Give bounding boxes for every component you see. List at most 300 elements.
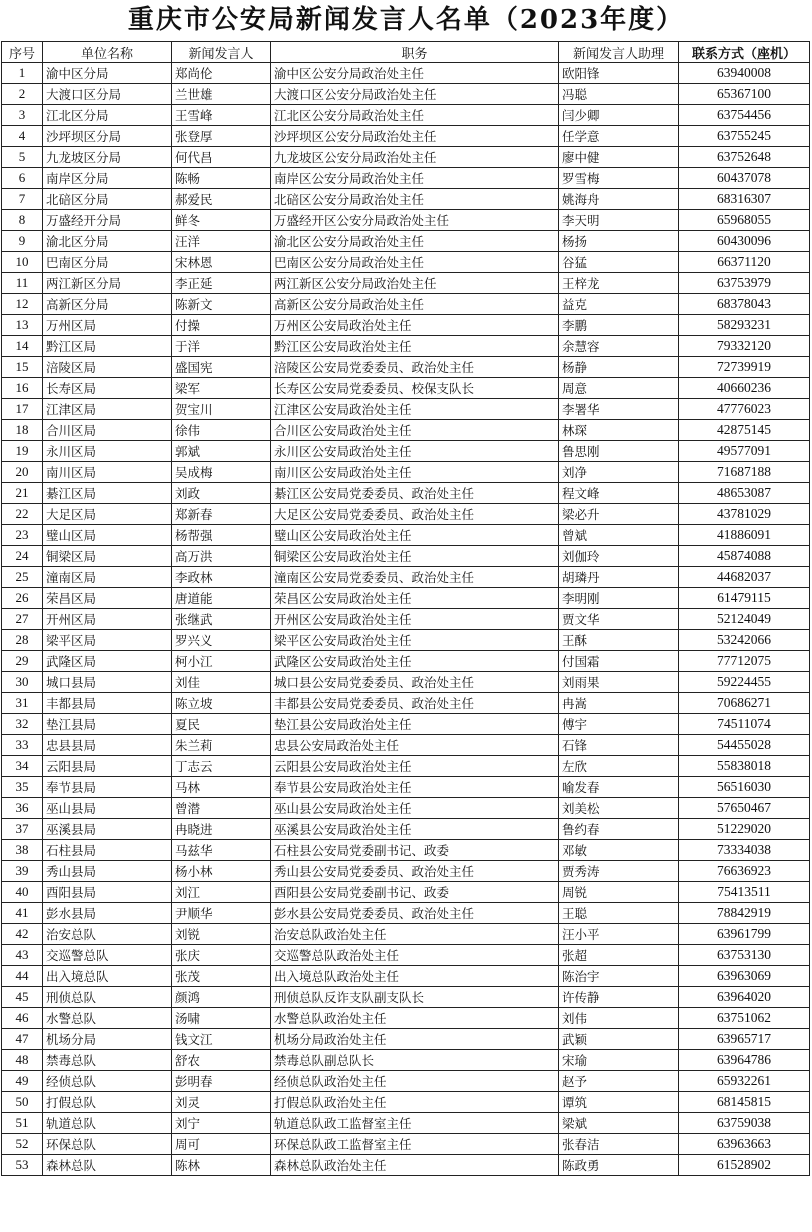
cell-spokesperson: 何代昌 bbox=[172, 147, 271, 168]
cell-unit: 南岸区分局 bbox=[43, 168, 172, 189]
cell-assistant: 梁斌 bbox=[559, 1113, 679, 1134]
cell-assistant: 李天明 bbox=[559, 210, 679, 231]
cell-assistant: 欧阳锋 bbox=[559, 63, 679, 84]
cell-spokesperson: 马林 bbox=[172, 777, 271, 798]
cell-phone: 63940008 bbox=[679, 63, 810, 84]
cell-phone: 63759038 bbox=[679, 1113, 810, 1134]
cell-unit: 大渡口区分局 bbox=[43, 84, 172, 105]
cell-assistant: 陈政勇 bbox=[559, 1155, 679, 1176]
cell-spokesperson: 刘政 bbox=[172, 483, 271, 504]
cell-assistant: 左欣 bbox=[559, 756, 679, 777]
cell-unit: 高新区分局 bbox=[43, 294, 172, 315]
table-row bbox=[2, 294, 810, 315]
cell-position: 交巡警总队政治处主任 bbox=[271, 945, 559, 966]
cell-phone: 60430096 bbox=[679, 231, 810, 252]
cell-unit: 万州区局 bbox=[43, 315, 172, 336]
cell-position: 丰都县公安局党委委员、政治处主任 bbox=[271, 693, 559, 714]
cell-unit: 璧山区局 bbox=[43, 525, 172, 546]
cell-index: 34 bbox=[2, 756, 43, 777]
cell-spokesperson: 尹顺华 bbox=[172, 903, 271, 924]
cell-assistant: 曾斌 bbox=[559, 525, 679, 546]
table-row bbox=[2, 1050, 810, 1071]
cell-assistant: 鲁思刚 bbox=[559, 441, 679, 462]
cell-position: 黔江区公安局政治处主任 bbox=[271, 336, 559, 357]
cell-position: 渝中区公安分局政治处主任 bbox=[271, 63, 559, 84]
cell-unit: 渝中区分局 bbox=[43, 63, 172, 84]
cell-position: 机场分局政治处主任 bbox=[271, 1029, 559, 1050]
table-row bbox=[2, 483, 810, 504]
cell-index: 35 bbox=[2, 777, 43, 798]
cell-assistant: 杨静 bbox=[559, 357, 679, 378]
cell-spokesperson: 陈林 bbox=[172, 1155, 271, 1176]
table-row bbox=[2, 84, 810, 105]
cell-phone: 48653087 bbox=[679, 483, 810, 504]
table-row bbox=[2, 525, 810, 546]
cell-phone: 57650467 bbox=[679, 798, 810, 819]
cell-assistant: 喻发春 bbox=[559, 777, 679, 798]
cell-phone: 78842919 bbox=[679, 903, 810, 924]
cell-spokesperson: 彭明春 bbox=[172, 1071, 271, 1092]
header-unit: 单位名称 bbox=[43, 42, 172, 63]
table-row bbox=[2, 588, 810, 609]
table-row bbox=[2, 336, 810, 357]
header-position: 职务 bbox=[271, 42, 559, 63]
cell-assistant: 姚海舟 bbox=[559, 189, 679, 210]
cell-position: 两江新区公安分局政治处主任 bbox=[271, 273, 559, 294]
cell-position: 垫江县公安局政治处主任 bbox=[271, 714, 559, 735]
cell-phone: 53242066 bbox=[679, 630, 810, 651]
cell-index: 49 bbox=[2, 1071, 43, 1092]
table-row bbox=[2, 966, 810, 987]
cell-position: 渝北区公安分局政治处主任 bbox=[271, 231, 559, 252]
cell-position: 云阳县公安局政治处主任 bbox=[271, 756, 559, 777]
cell-index: 4 bbox=[2, 126, 43, 147]
cell-spokesperson: 张继武 bbox=[172, 609, 271, 630]
cell-unit: 云阳县局 bbox=[43, 756, 172, 777]
cell-phone: 55838018 bbox=[679, 756, 810, 777]
cell-assistant: 李明刚 bbox=[559, 588, 679, 609]
cell-index: 26 bbox=[2, 588, 43, 609]
cell-position: 江津区公安局政治处主任 bbox=[271, 399, 559, 420]
cell-phone: 63963069 bbox=[679, 966, 810, 987]
table-row bbox=[2, 651, 810, 672]
table-row bbox=[2, 567, 810, 588]
cell-spokesperson: 兰世雄 bbox=[172, 84, 271, 105]
cell-index: 37 bbox=[2, 819, 43, 840]
cell-assistant: 许传静 bbox=[559, 987, 679, 1008]
cell-assistant: 冯聪 bbox=[559, 84, 679, 105]
table-body bbox=[2, 63, 810, 1176]
table-row bbox=[2, 378, 810, 399]
table-row bbox=[2, 1092, 810, 1113]
cell-unit: 经侦总队 bbox=[43, 1071, 172, 1092]
cell-position: 忠县公安局政治处主任 bbox=[271, 735, 559, 756]
cell-assistant: 任学意 bbox=[559, 126, 679, 147]
cell-assistant: 赵予 bbox=[559, 1071, 679, 1092]
cell-spokesperson: 陈畅 bbox=[172, 168, 271, 189]
table-row bbox=[2, 357, 810, 378]
cell-index: 25 bbox=[2, 567, 43, 588]
cell-phone: 63963663 bbox=[679, 1134, 810, 1155]
cell-phone: 68378043 bbox=[679, 294, 810, 315]
cell-spokesperson: 汪洋 bbox=[172, 231, 271, 252]
table-row bbox=[2, 126, 810, 147]
cell-assistant: 鲁约春 bbox=[559, 819, 679, 840]
table-row bbox=[2, 987, 810, 1008]
cell-assistant: 罗雪梅 bbox=[559, 168, 679, 189]
cell-phone: 49577091 bbox=[679, 441, 810, 462]
cell-unit: 大足区局 bbox=[43, 504, 172, 525]
header-phone: 联系方式（座机） bbox=[679, 42, 810, 63]
table-row bbox=[2, 1113, 810, 1134]
cell-index: 43 bbox=[2, 945, 43, 966]
cell-index: 29 bbox=[2, 651, 43, 672]
cell-assistant: 刘伟 bbox=[559, 1008, 679, 1029]
cell-phone: 63754456 bbox=[679, 105, 810, 126]
cell-index: 28 bbox=[2, 630, 43, 651]
cell-assistant: 刘雨果 bbox=[559, 672, 679, 693]
cell-position: 巫溪县公安局政治处主任 bbox=[271, 819, 559, 840]
cell-phone: 76636923 bbox=[679, 861, 810, 882]
cell-position: 酉阳县公安局党委副书记、政委 bbox=[271, 882, 559, 903]
table-row bbox=[2, 210, 810, 231]
cell-spokesperson: 刘江 bbox=[172, 882, 271, 903]
cell-spokesperson: 梁军 bbox=[172, 378, 271, 399]
cell-unit: 铜梁区局 bbox=[43, 546, 172, 567]
cell-phone: 61528902 bbox=[679, 1155, 810, 1176]
table-row bbox=[2, 231, 810, 252]
cell-spokesperson: 王雪峰 bbox=[172, 105, 271, 126]
cell-phone: 63964786 bbox=[679, 1050, 810, 1071]
cell-spokesperson: 郭斌 bbox=[172, 441, 271, 462]
cell-position: 彭水县公安局党委委员、政治处主任 bbox=[271, 903, 559, 924]
cell-phone: 68316307 bbox=[679, 189, 810, 210]
cell-index: 38 bbox=[2, 840, 43, 861]
cell-position: 打假总队政治处主任 bbox=[271, 1092, 559, 1113]
cell-assistant: 谷猛 bbox=[559, 252, 679, 273]
cell-phone: 52124049 bbox=[679, 609, 810, 630]
cell-unit: 永川区局 bbox=[43, 441, 172, 462]
cell-unit: 潼南区局 bbox=[43, 567, 172, 588]
cell-spokesperson: 宋林恩 bbox=[172, 252, 271, 273]
table-row bbox=[2, 168, 810, 189]
cell-spokesperson: 吴成梅 bbox=[172, 462, 271, 483]
table-row bbox=[2, 441, 810, 462]
cell-position: 轨道总队政工监督室主任 bbox=[271, 1113, 559, 1134]
cell-spokesperson: 马兹华 bbox=[172, 840, 271, 861]
cell-spokesperson: 郝爱民 bbox=[172, 189, 271, 210]
cell-position: 万州区公安局政治处主任 bbox=[271, 315, 559, 336]
cell-phone: 63965717 bbox=[679, 1029, 810, 1050]
cell-index: 31 bbox=[2, 693, 43, 714]
cell-unit: 丰都县局 bbox=[43, 693, 172, 714]
cell-unit: 江津区局 bbox=[43, 399, 172, 420]
cell-index: 7 bbox=[2, 189, 43, 210]
cell-spokesperson: 颜鸿 bbox=[172, 987, 271, 1008]
cell-spokesperson: 柯小江 bbox=[172, 651, 271, 672]
cell-position: 大渡口区公安分局政治处主任 bbox=[271, 84, 559, 105]
cell-index: 39 bbox=[2, 861, 43, 882]
cell-assistant: 王酥 bbox=[559, 630, 679, 651]
cell-assistant: 益克 bbox=[559, 294, 679, 315]
cell-position: 长寿区公安局党委委员、校保支队长 bbox=[271, 378, 559, 399]
cell-index: 11 bbox=[2, 273, 43, 294]
table-row bbox=[2, 315, 810, 336]
table-row bbox=[2, 1008, 810, 1029]
cell-index: 40 bbox=[2, 882, 43, 903]
cell-index: 5 bbox=[2, 147, 43, 168]
cell-assistant: 武颖 bbox=[559, 1029, 679, 1050]
cell-unit: 巫山县局 bbox=[43, 798, 172, 819]
cell-phone: 66371120 bbox=[679, 252, 810, 273]
table-row bbox=[2, 147, 810, 168]
cell-assistant: 石锋 bbox=[559, 735, 679, 756]
cell-assistant: 李鹏 bbox=[559, 315, 679, 336]
cell-index: 2 bbox=[2, 84, 43, 105]
header-index: 序号 bbox=[2, 42, 43, 63]
cell-assistant: 梁必升 bbox=[559, 504, 679, 525]
cell-position: 沙坪坝区公安分局政治处主任 bbox=[271, 126, 559, 147]
cell-phone: 79332120 bbox=[679, 336, 810, 357]
cell-assistant: 李署华 bbox=[559, 399, 679, 420]
table-row bbox=[2, 546, 810, 567]
table-row bbox=[2, 756, 810, 777]
cell-phone: 45874088 bbox=[679, 546, 810, 567]
cell-spokesperson: 高万洪 bbox=[172, 546, 271, 567]
cell-assistant: 张春洁 bbox=[559, 1134, 679, 1155]
cell-position: 南岸区公安分局政治处主任 bbox=[271, 168, 559, 189]
cell-phone: 41886091 bbox=[679, 525, 810, 546]
cell-assistant: 刘净 bbox=[559, 462, 679, 483]
cell-spokesperson: 钱文江 bbox=[172, 1029, 271, 1050]
cell-index: 3 bbox=[2, 105, 43, 126]
cell-assistant: 陈治宇 bbox=[559, 966, 679, 987]
cell-spokesperson: 刘佳 bbox=[172, 672, 271, 693]
cell-phone: 63751062 bbox=[679, 1008, 810, 1029]
cell-position: 城口县公安局党委委员、政治处主任 bbox=[271, 672, 559, 693]
cell-phone: 63752648 bbox=[679, 147, 810, 168]
cell-spokesperson: 徐伟 bbox=[172, 420, 271, 441]
cell-phone: 74511074 bbox=[679, 714, 810, 735]
cell-phone: 60437078 bbox=[679, 168, 810, 189]
header-assistant: 新闻发言人助理 bbox=[559, 42, 679, 63]
cell-assistant: 谭筑 bbox=[559, 1092, 679, 1113]
cell-phone: 51229020 bbox=[679, 819, 810, 840]
cell-unit: 涪陵区局 bbox=[43, 357, 172, 378]
cell-unit: 北碚区分局 bbox=[43, 189, 172, 210]
cell-unit: 长寿区局 bbox=[43, 378, 172, 399]
cell-assistant: 汪小平 bbox=[559, 924, 679, 945]
cell-index: 44 bbox=[2, 966, 43, 987]
cell-index: 45 bbox=[2, 987, 43, 1008]
cell-spokesperson: 夏民 bbox=[172, 714, 271, 735]
cell-spokesperson: 刘锐 bbox=[172, 924, 271, 945]
cell-assistant: 刘美松 bbox=[559, 798, 679, 819]
cell-phone: 75413511 bbox=[679, 882, 810, 903]
cell-phone: 72739919 bbox=[679, 357, 810, 378]
cell-index: 24 bbox=[2, 546, 43, 567]
cell-unit: 九龙坡区分局 bbox=[43, 147, 172, 168]
cell-spokesperson: 朱兰莉 bbox=[172, 735, 271, 756]
cell-position: 合川区公安局政治处主任 bbox=[271, 420, 559, 441]
cell-phone: 68145815 bbox=[679, 1092, 810, 1113]
cell-unit: 江北区分局 bbox=[43, 105, 172, 126]
cell-index: 10 bbox=[2, 252, 43, 273]
cell-unit: 綦江区局 bbox=[43, 483, 172, 504]
cell-unit: 巴南区分局 bbox=[43, 252, 172, 273]
cell-unit: 禁毒总队 bbox=[43, 1050, 172, 1071]
cell-spokesperson: 曾潜 bbox=[172, 798, 271, 819]
cell-assistant: 贾文华 bbox=[559, 609, 679, 630]
cell-spokesperson: 杨小林 bbox=[172, 861, 271, 882]
cell-index: 42 bbox=[2, 924, 43, 945]
cell-phone: 70686271 bbox=[679, 693, 810, 714]
cell-unit: 治安总队 bbox=[43, 924, 172, 945]
cell-index: 41 bbox=[2, 903, 43, 924]
cell-phone: 63961799 bbox=[679, 924, 810, 945]
cell-phone: 56516030 bbox=[679, 777, 810, 798]
table-row bbox=[2, 693, 810, 714]
cell-position: 禁毒总队副总队长 bbox=[271, 1050, 559, 1071]
cell-assistant: 刘伽玲 bbox=[559, 546, 679, 567]
cell-phone: 73334038 bbox=[679, 840, 810, 861]
cell-index: 36 bbox=[2, 798, 43, 819]
cell-unit: 城口县局 bbox=[43, 672, 172, 693]
cell-unit: 刑侦总队 bbox=[43, 987, 172, 1008]
cell-assistant: 宋瑜 bbox=[559, 1050, 679, 1071]
cell-index: 47 bbox=[2, 1029, 43, 1050]
cell-unit: 打假总队 bbox=[43, 1092, 172, 1113]
cell-assistant: 王梓龙 bbox=[559, 273, 679, 294]
cell-unit: 酉阳县局 bbox=[43, 882, 172, 903]
cell-unit: 森林总队 bbox=[43, 1155, 172, 1176]
cell-spokesperson: 唐道能 bbox=[172, 588, 271, 609]
cell-assistant: 王聪 bbox=[559, 903, 679, 924]
cell-spokesperson: 张庆 bbox=[172, 945, 271, 966]
cell-phone: 44682037 bbox=[679, 567, 810, 588]
table-header-row bbox=[2, 42, 810, 63]
cell-index: 52 bbox=[2, 1134, 43, 1155]
cell-phone: 54455028 bbox=[679, 735, 810, 756]
cell-assistant: 张超 bbox=[559, 945, 679, 966]
table-row bbox=[2, 1155, 810, 1176]
cell-spokesperson: 李正延 bbox=[172, 273, 271, 294]
cell-unit: 石柱县局 bbox=[43, 840, 172, 861]
cell-phone: 63753979 bbox=[679, 273, 810, 294]
page-title: 重庆市公安局新闻发言人名单（2023年度） bbox=[127, 5, 685, 35]
cell-index: 18 bbox=[2, 420, 43, 441]
cell-unit: 沙坪坝区分局 bbox=[43, 126, 172, 147]
cell-spokesperson: 陈立坡 bbox=[172, 693, 271, 714]
cell-index: 14 bbox=[2, 336, 43, 357]
cell-index: 48 bbox=[2, 1050, 43, 1071]
table-row bbox=[2, 840, 810, 861]
cell-position: 巫山县公安局政治处主任 bbox=[271, 798, 559, 819]
cell-unit: 奉节县局 bbox=[43, 777, 172, 798]
cell-index: 19 bbox=[2, 441, 43, 462]
table-row bbox=[2, 105, 810, 126]
cell-spokesperson: 郑尚伦 bbox=[172, 63, 271, 84]
cell-unit: 万盛经开分局 bbox=[43, 210, 172, 231]
cell-assistant: 胡璘丹 bbox=[559, 567, 679, 588]
cell-spokesperson: 杨帮强 bbox=[172, 525, 271, 546]
cell-unit: 黔江区局 bbox=[43, 336, 172, 357]
cell-index: 16 bbox=[2, 378, 43, 399]
cell-position: 刑侦总队反诈支队副支队长 bbox=[271, 987, 559, 1008]
cell-position: 永川区公安局政治处主任 bbox=[271, 441, 559, 462]
cell-index: 32 bbox=[2, 714, 43, 735]
cell-assistant: 林琛 bbox=[559, 420, 679, 441]
table-row bbox=[2, 1071, 810, 1092]
cell-position: 荣昌区公安局政治处主任 bbox=[271, 588, 559, 609]
cell-unit: 荣昌区局 bbox=[43, 588, 172, 609]
cell-position: 南川区公安局政治处主任 bbox=[271, 462, 559, 483]
cell-index: 8 bbox=[2, 210, 43, 231]
table-row bbox=[2, 798, 810, 819]
cell-phone: 61479115 bbox=[679, 588, 810, 609]
cell-position: 开州区公安局政治处主任 bbox=[271, 609, 559, 630]
cell-phone: 71687188 bbox=[679, 462, 810, 483]
cell-position: 潼南区公安局党委委员、政治处主任 bbox=[271, 567, 559, 588]
cell-spokesperson: 刘灵 bbox=[172, 1092, 271, 1113]
cell-position: 铜梁区公安局政治处主任 bbox=[271, 546, 559, 567]
cell-spokesperson: 丁志云 bbox=[172, 756, 271, 777]
cell-spokesperson: 张茂 bbox=[172, 966, 271, 987]
cell-assistant: 余慧容 bbox=[559, 336, 679, 357]
cell-position: 环保总队政工监督室主任 bbox=[271, 1134, 559, 1155]
cell-position: 九龙坡区公安分局政治处主任 bbox=[271, 147, 559, 168]
cell-position: 治安总队政治处主任 bbox=[271, 924, 559, 945]
cell-position: 武隆区公安局政治处主任 bbox=[271, 651, 559, 672]
cell-spokesperson: 罗兴义 bbox=[172, 630, 271, 651]
cell-phone: 42875145 bbox=[679, 420, 810, 441]
cell-phone: 77712075 bbox=[679, 651, 810, 672]
spokesperson-table bbox=[1, 41, 810, 1176]
table-row bbox=[2, 714, 810, 735]
cell-assistant: 廖中健 bbox=[559, 147, 679, 168]
cell-index: 12 bbox=[2, 294, 43, 315]
cell-unit: 梁平区局 bbox=[43, 630, 172, 651]
cell-index: 27 bbox=[2, 609, 43, 630]
cell-assistant: 贾秀涛 bbox=[559, 861, 679, 882]
cell-spokesperson: 贺宝川 bbox=[172, 399, 271, 420]
cell-position: 涪陵区公安局党委委员、政治处主任 bbox=[271, 357, 559, 378]
cell-unit: 忠县县局 bbox=[43, 735, 172, 756]
cell-index: 50 bbox=[2, 1092, 43, 1113]
cell-phone: 47776023 bbox=[679, 399, 810, 420]
cell-index: 13 bbox=[2, 315, 43, 336]
cell-unit: 交巡警总队 bbox=[43, 945, 172, 966]
cell-phone: 58293231 bbox=[679, 315, 810, 336]
cell-unit: 秀山县局 bbox=[43, 861, 172, 882]
cell-assistant: 傅宇 bbox=[559, 714, 679, 735]
table-row bbox=[2, 504, 810, 525]
cell-position: 秀山县公安局党委委员、政治处主任 bbox=[271, 861, 559, 882]
cell-index: 46 bbox=[2, 1008, 43, 1029]
cell-index: 22 bbox=[2, 504, 43, 525]
table-row bbox=[2, 399, 810, 420]
cell-spokesperson: 陈新文 bbox=[172, 294, 271, 315]
table-row bbox=[2, 882, 810, 903]
cell-unit: 环保总队 bbox=[43, 1134, 172, 1155]
cell-unit: 出入境总队 bbox=[43, 966, 172, 987]
table-row bbox=[2, 777, 810, 798]
table-row bbox=[2, 273, 810, 294]
cell-unit: 开州区局 bbox=[43, 609, 172, 630]
cell-spokesperson: 刘宁 bbox=[172, 1113, 271, 1134]
cell-position: 璧山区公安局政治处主任 bbox=[271, 525, 559, 546]
table-row bbox=[2, 945, 810, 966]
